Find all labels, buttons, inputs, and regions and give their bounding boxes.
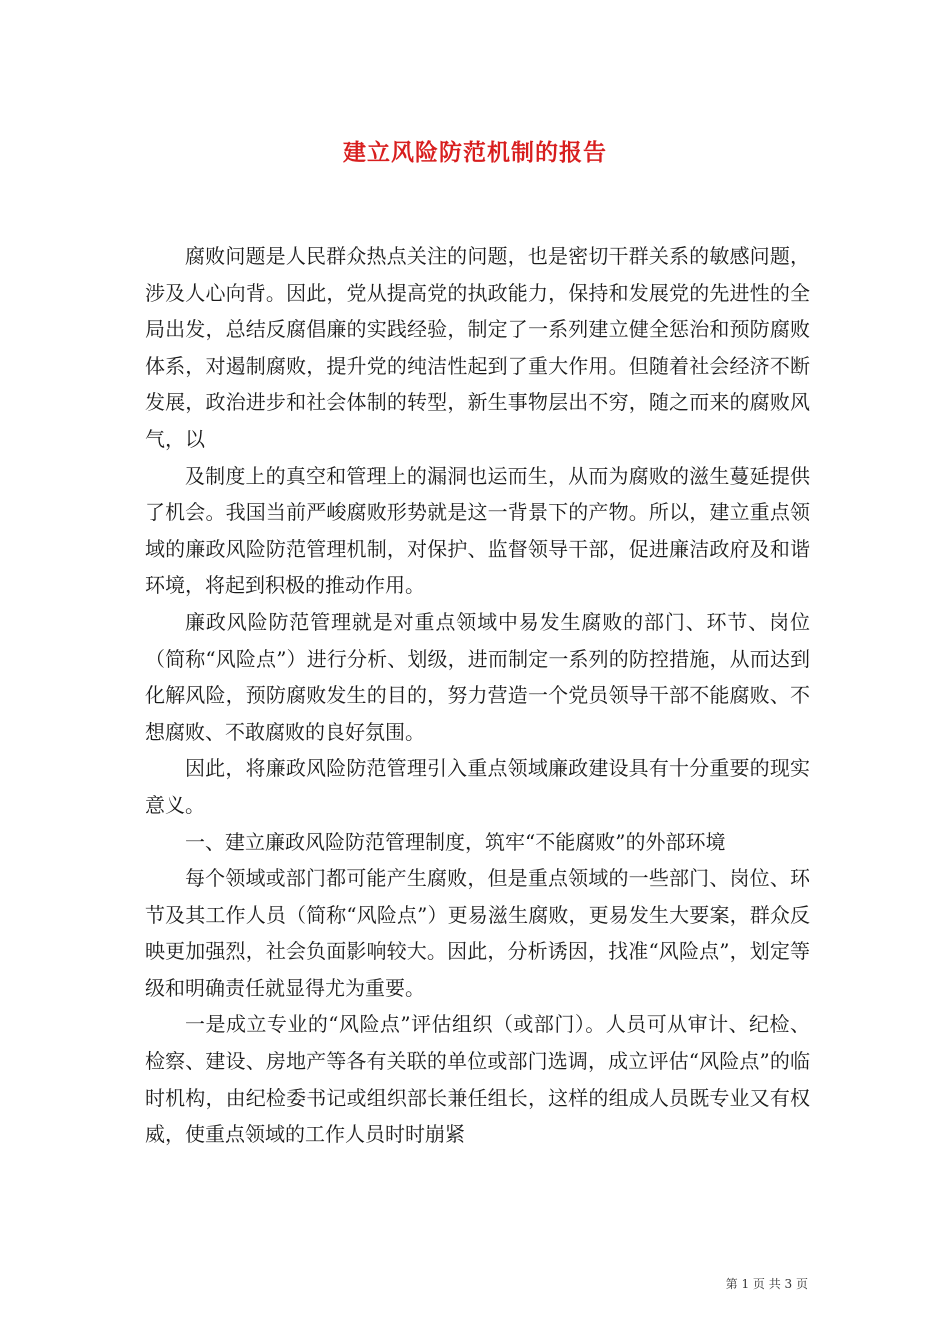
paragraph-1: 腐败问题是人民群众热点关注的问题，也是密切干群关系的敏感问题，涉及人心向背。因此，党从提高党的执政能力，保持和发展党的先进性的全局出发，总结反腐倡廉的实践经验，制定了一系列建立健全惩治和预防腐败体系，对遏制腐败，提升党的纯洁性起到了重大作用。但随着社会经济不断发展，政治进步和社会体制的转型，新生事物层出不穷，随之而来的腐败风气，以 (145, 244, 810, 451)
paragraph-5: 每个领域或部门都可能产生腐败，但是重点领域的一些部门、岗位、环节及其工作人员（简称“风险点”）更易滋生腐败，更易发生大要案，群众反映更加强烈，社会负面影响较大。因此，分析诱因，找准“风险点”，划定等级和明确责任就显得尤为重要。 (145, 866, 810, 1000)
page-footer: 第 1 页 共 3 页 (725, 1277, 808, 1291)
paragraph-2: 及制度上的真空和管理上的漏洞也运而生，从而为腐败的滋生蔓延提供了机会。我国当前严峻腐败形势就是这一背景下的产物。所以，建立重点领域的廉政风险防范管理机制，对保护、监督领导干部，促进廉洁政府及和谐环境，将起到积极的推动作用。 (145, 463, 810, 598)
paragraph-4: 因此，将廉政风险防范管理引入重点领域廉政建设具有十分重要的现实意义。 (145, 756, 810, 817)
document-title: 建立风险防范机制的报告 (343, 139, 607, 166)
paragraph-3: 廉政风险防范管理就是对重点领域中易发生腐败的部门、环节、岗位（简称“风险点”）进行分析、划级，进而制定一系列的防控措施，从而达到化解风险，预防腐败发生的目的，努力营造一个党员领导干部不能腐败、不想腐败、不敢腐败的良好氛围。 (145, 609, 810, 744)
document-body (145, 238, 810, 1153)
paragraph-6: 一是成立专业的“风险点”评估组织（或部门）。人员可从审计、纪检、检察、建设、房地产等各有关联的单位或部门选调，成立评估“风险点”的临时机构，由纪检委书记或组织部长兼任组长，这样的组成人员既专业又有权威，使重点领域的工作人员时时崩紧 (145, 1012, 810, 1147)
section-heading-1: 一、建立廉政风险防范管理制度，筑牢“不能腐败”的外部环境 (185, 829, 726, 854)
